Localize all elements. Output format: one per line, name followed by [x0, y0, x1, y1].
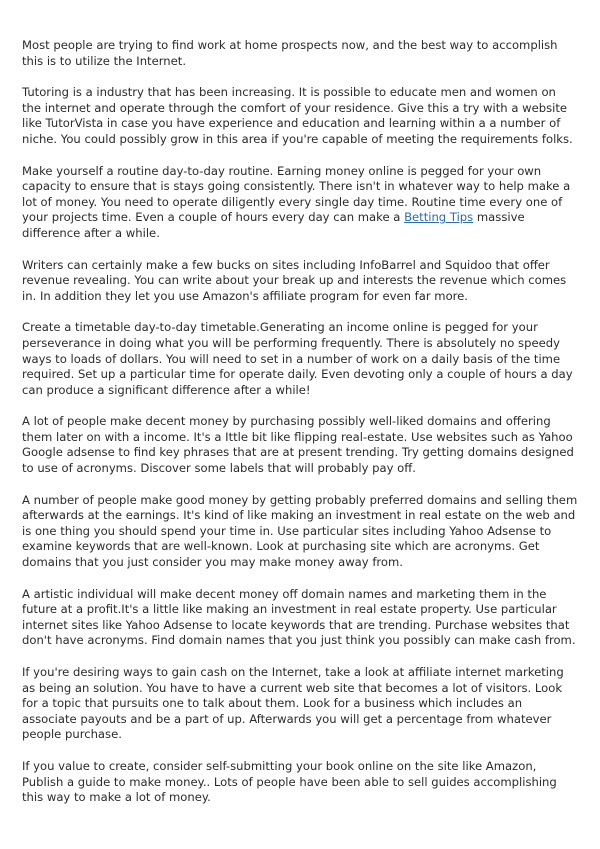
- paragraph-domains-flipping: A lot of people make decent money by purchasing possibly well-liked domains and offering them later on with a income. It's a Ittle bit like flipping real-estate. Use websites such as Yahoo Google adsense to find key phrases that are at present trending. Try getting domains designed to use of acronyms. Discover some labels that will probably pay off.: [22, 414, 574, 476]
- paragraph-self-publishing: If you value to create, consider self-submitting your book online on the site like Amazon, Publish a guide to make money.. Lots of people have been able to sell guides accomplishing this way to make a lot of money.: [22, 758, 557, 805]
- article-body: [22, 38, 578, 822]
- paragraph-timetable: Create a timetable day-to-day timetable.Generating an income online is pegged for your perseverance in doing what you will be performing frequently. There is absolutely no speedy ways to loads of dollars. You will need to set in a number of work on a daily basis of the time required. Set up a particular time for operate daily. Even devoting only a couple of hours a day can produce a significant difference after a while!: [22, 320, 573, 397]
- paragraph-routine-text-after: massive difference after a while.: [22, 210, 525, 240]
- betting-tips-link[interactable]: Betting Tips: [404, 210, 474, 225]
- paragraph-intro: Most people are trying to find work at home prospects now, and the best way to accomplish this is to utilize the Internet.: [22, 38, 558, 68]
- paragraph-routine-text-before: Make yourself a routine day-to-day routine. Earning money online is pegged for your own capacity to ensure that is stays going consistently. There isn't in whatever way to help make a lot of money. You need to operate diligently every single day time. Routine time every one of your projects time. Even a couple of hours every day can make a: [22, 163, 571, 225]
- paragraph-writers: Writers can certainly make a few bucks on sites including InfoBarrel and Squidoo that offer revenue revealing. You can write about your break up and interests the revenue which comes in. In addition they let you use Amazon's affiliate program for even far more.: [22, 257, 567, 303]
- paragraph-tutoring: Tutoring is a industry that has been increasing. It is possible to educate men and women on the internet and operate through the comfort of your residence. Give this a try with a website like TutorVista in case you have experience and education and learning within a a number of niche. You could possibly grow in this area if you're capable of meeting the requirements folks.: [22, 85, 573, 146]
- paragraph-domains-artistic: A artistic individual will make decent money off domain names and marketing them in the future at a profit.It's a little like making an investment in real estate property. Use particular internet sites like Yahoo Adsense to locate keywords that are trending. Purchase websites that don't have acronyms. Find domain names that you just think you possibly can make cash from.: [22, 586, 576, 648]
- paragraph-affiliate: If you're desiring ways to gain cash on the Internet, take a look at affiliate internet marketing as being an solution. You have to have a current web site that becomes a lot of visitors. Look for a topic that pursuits one to talk about them. Look for a business which includes an associate payouts and be a part of up. Afterwards you will get a percentage from whatever people purchase.: [22, 665, 564, 742]
- paragraph-routine: [22, 164, 578, 242]
- paragraph-domains-earnings: A number of people make good money by getting probably preferred domains and selling them afterwards at the earnings. It's kind of like making an investment in real estate on the web and is one thing you should spend your time in. Use particular sites including Yahoo Adsense to examine keywords that are well-known. Look at purchasing site which are acronyms. Get domains that you just consider you may make money away from.: [22, 492, 578, 570]
